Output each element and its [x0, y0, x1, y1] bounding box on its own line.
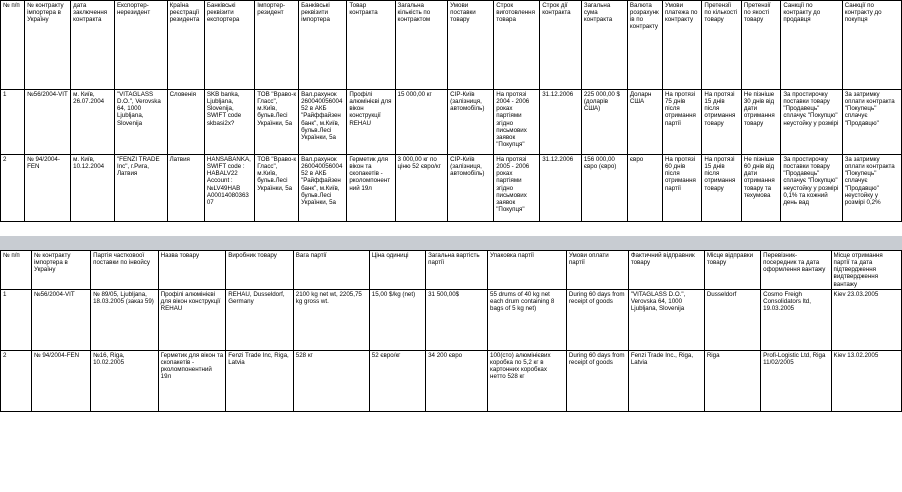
exporter-bank: HANSABANKA, SWIFT code : HABALV22 Account : №LV49HAB A0001408036307 [204, 155, 254, 222]
row-number: 1 [1, 90, 25, 155]
quantity-claims: На протязі 15 днів після отримання товару [702, 90, 741, 155]
column-header: Строк дії контракта [540, 1, 582, 90]
column-header: Упаковка партії [488, 251, 567, 290]
packing: 55 drums of 40 kg net each drum containing 8 bags of 5 kg net) [488, 289, 567, 350]
column-header: № контракту імпортера в Україну [31, 251, 90, 290]
receipt-place: Kiev 13.02.2005 [831, 350, 901, 411]
column-header: № п/п [1, 251, 32, 290]
actual-sender: Fenzi Trade Inc., Riga, Latvia [628, 350, 704, 411]
column-header: Санкції по контракту до продавця [781, 1, 842, 90]
column-header: Банківські реквізити імпортера [299, 1, 347, 90]
unit-price: 15,00 $/kg (net) [369, 289, 425, 350]
producer: Fenzi Trade Inc, Riga, Latvia [226, 350, 294, 411]
sanctions-buyer: За затримку оплати контракта "Покупець" сплачує "Продавцю" неустойку у розмірі 0,2% [842, 155, 901, 222]
column-header: № п/п [1, 1, 25, 90]
country: Словенія [167, 90, 204, 155]
column-header: Фактичний відправник товару [628, 251, 704, 290]
column-header: Місце отримання партії та дата підтвердження видтвердження вантажу [831, 251, 901, 290]
production-term: На протязі 2004 - 2006 роках партіями згідно письмових заявок "Покупця" [494, 90, 540, 155]
quantity: 3 000,00 кг по ціню 52 євро/кг [395, 155, 448, 222]
receipt-place: Kiev 23.03.2005 [831, 289, 901, 350]
contract-term: 31.12.2006 [540, 90, 582, 155]
column-header: Перевізник-посередник та дата оформлення вантажу [761, 251, 831, 290]
carrier: Cosmo Freigh Consolidators ltd, 19.03.2005 [761, 289, 831, 350]
column-header: Виробник товару [226, 251, 294, 290]
delivery-terms: СІР-Київ (залізниця, автомобіль) [448, 155, 494, 222]
dispatch-place: Riga [704, 350, 760, 411]
table-row [1, 289, 902, 350]
payment-terms: During 60 days from receipt of goods [566, 350, 628, 411]
unit-price: 52 євро/кг [369, 350, 425, 411]
total-sum: 225 000,00 $ (доларів США) [581, 90, 627, 155]
column-header: Загальна кількість по контрактом [395, 1, 448, 90]
delivery-terms: СІР-Київ (залізниця, автомобіль) [448, 90, 494, 155]
column-header: Умови платежа по контракту [662, 1, 701, 90]
importer: ТОВ "Враво-к Гласс", м.Київ, бульв.Лесі Українки, 5а [255, 90, 299, 155]
column-header: Країна реєстрації резидента [167, 1, 204, 90]
column-header: Умови оплати партії [566, 251, 628, 290]
row-number: 1 [1, 289, 32, 350]
column-header: Назва товару [158, 251, 226, 290]
currency: Доларн США [627, 90, 662, 155]
row-number: 2 [1, 350, 32, 411]
column-header: Претензії по якості товару [741, 1, 780, 90]
sanctions-seller: За простирочку поставки товару "Продавець" сплачує "Покупцю" неустойку у розмірі 0,1% та кожний день вад [781, 155, 842, 222]
carrier: Profi-Logistic Ltd, Riga 11/02/2005 [761, 350, 831, 411]
exporter: "VITAGLASS D.O.", Verovska 64, 1000 Ljubljana, Slovenija [114, 90, 167, 155]
column-header: Умови поставки товару [448, 1, 494, 90]
column-header: Претензії по кількості товару [702, 1, 741, 90]
party-invoice: № 89/05, Ljubljana, 18.03.2005 (заказ 59) [91, 289, 159, 350]
production-term: На протязі 2005 - 2006 роках партіями згідно письмових заявок "Покупця" [494, 155, 540, 222]
column-header: Валюта розрахунків по контракту [627, 1, 662, 90]
dispatch-place: Dusseldorf [704, 289, 760, 350]
quantity-claims: На протязі 15 днів після отримання товару [702, 155, 741, 222]
party-invoice: №16, Riga, 10.02.2005 [91, 350, 159, 411]
contract-number: №56/2004-VIT [25, 90, 71, 155]
column-header: № контракту імпортера в Україну [25, 1, 71, 90]
total-value: 31 500,00$ [426, 289, 488, 350]
contract-date: м. Київ, 10.12.2004 [71, 155, 115, 222]
section-divider-band [0, 236, 902, 250]
country: Латвия [167, 155, 204, 222]
sanctions-seller: За простирочку поставки товару "Продавець" сплачує "Покупцю" неустойку у розмірі [781, 90, 842, 155]
column-header: Банківські реквізити експортера [204, 1, 254, 90]
column-header: Строк виготовлення товара [494, 1, 540, 90]
total-sum: 156 000,00 євро (євро) [581, 155, 627, 222]
importer-bank: Вал.рахунок 26004005600452 в АКБ "Райффайзенбанк", м.Київ, бульв.Лесі Українки, 5а [299, 155, 347, 222]
importer: ТОВ "Враво-к Гласс", м.Київ, бульв.Лесі Українки, 5а [255, 155, 299, 222]
table-header-row [1, 251, 902, 290]
importer-bank: Вал.рахунок 26004005600452 в АКБ "Райффайзенбанк", м.Київ, бульв.Лесі Українки, 5а [299, 90, 347, 155]
currency: євро [627, 155, 662, 222]
column-header: Санкції по контракту до покупця [842, 1, 901, 90]
goods-name: Герметик для вікон та скопакетів - рколомпонентний 19л [158, 350, 226, 411]
column-header: Товар контракта [347, 1, 395, 90]
packing: 100(сто) алюмінієвих коробка по 5,2 кг в картонних коробках нетто 528 кг [488, 350, 567, 411]
column-header: Вага партії [293, 251, 369, 290]
table-row [1, 350, 902, 411]
exporter-bank: SKB banka, Ljubljana, Slovenija, SWIFT code skbasi2x? [204, 90, 254, 155]
party-weight: 2100 kg net wt, 2205,75 kg gross wt. [293, 289, 369, 350]
table-row [1, 155, 902, 222]
contract-date: м. Київ, 26.07.2004 [71, 90, 115, 155]
party-weight: 528 кг [293, 350, 369, 411]
row-number: 2 [1, 155, 25, 222]
column-header: Ціна одиниці [369, 251, 425, 290]
column-header: Місце відправки товару [704, 251, 760, 290]
column-header: Імпортер-резидент [255, 1, 299, 90]
column-header: Загальна сума контракта [581, 1, 627, 90]
goods-name: Профілі алюмінієві для вікон конструкції REHAU [158, 289, 226, 350]
column-header: дата заключення контракта [71, 1, 115, 90]
payment-terms: During 60 days from receipt of goods [566, 289, 628, 350]
quality-claims: Не пізніше 60 днів від дати отримання товару та техумова [741, 155, 780, 222]
goods: Герметик для вікон та скопакетів - рколомпонентний 19л [347, 155, 395, 222]
contract-number: №56/2004-VIT [31, 289, 90, 350]
payment-terms: На протязі 60 днів після отримання партії [662, 155, 701, 222]
actual-sender: "VITAGLASS D.O.", Verovska 64, 1000 Ljubljana, Slovenija [628, 289, 704, 350]
column-header: Загальна вартість партії [426, 251, 488, 290]
payment-terms: На протязі 75 днів після отримання партії [662, 90, 701, 155]
contract-number: № 94/2004-FEN [31, 350, 90, 411]
contracts-table [0, 0, 902, 222]
table-row [1, 90, 902, 155]
producer: REHAU, Dusseldorf, Germany [226, 289, 294, 350]
goods: Профілі алюмінієві для вікон конструкції REHAU [347, 90, 395, 155]
section-gap [0, 222, 902, 236]
quantity: 15 000,00 кг [395, 90, 448, 155]
contract-number: № 94/2004-FEN [25, 155, 71, 222]
total-value: 34 200 євро [426, 350, 488, 411]
column-header: Партія частковоої поставки по інвойсу [91, 251, 159, 290]
column-header: Експортер-нерезидент [114, 1, 167, 90]
shipments-table [0, 250, 902, 412]
contract-term: 31.12.2006 [540, 155, 582, 222]
quality-claims: Не пізніше 30 днів від дати отримання товару [741, 90, 780, 155]
sanctions-buyer: За затримку оплати контракта "Покупець" сплачує "Продавцю" [842, 90, 901, 155]
table-header-row [1, 1, 902, 90]
exporter: "FENZI TRADE Inc", г.Рига, Латвия [114, 155, 167, 222]
